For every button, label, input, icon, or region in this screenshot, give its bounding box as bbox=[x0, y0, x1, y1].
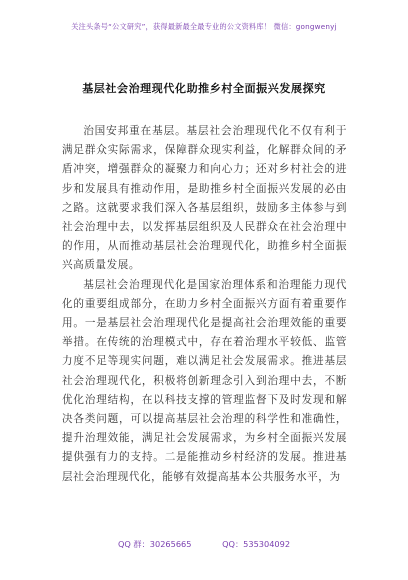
paragraph-1: 治国安邦重在基层。基层社会治理现代化不仅有利于满足群众实际需求，保障群众现实利益，化解群众间的矛盾冲突，增强群众的凝聚力和向心力；还对乡村社会的进步和发展具有推动作用，是助推乡村全面振兴发展的必由之路。这就要求我们深入各基层组织，鼓励多主体参与到社会治理中去，以发挥基层组织及人民群众在社会治理中的作用，从而推动基层社会治理现代化，助推乡村全面振兴高质量发展。 bbox=[62, 125, 347, 272]
footer-qq: QQ：535304092 bbox=[222, 539, 291, 549]
paragraph-2: 基层社会治理现代化是国家治理体系和治理能力现代化的重要组成部分，在助力乡村全面振兴方面有着重要作用。一是基层社会治理现代化是提高社会治理效能的重要举措。在传统的治理模式中，存在着治理水平较低、监管力度不足等现实问题，难以满足社会发展需求。推进基层社会治理现代化，积极将创新理念引入到治理中去，不断优化治理结构，在以科技支撑的管理监督下及时发现和解决各类问题，可以提高基层社会治理的科学性和准确性，提升治理效能，满足社会发展需求，为乡村全面振兴发展提供强有力的支持。二是能推动乡村经济的发展。推进基层社会治理现代化，能够有效提高基本公共服务水平，为 bbox=[62, 278, 347, 483]
header-banner: 关注头条号“公文研究”，获得最新最全最专业的公文资料库！ 微信：gongwenyj bbox=[71, 22, 337, 31]
footer bbox=[0, 539, 408, 550]
document-body bbox=[62, 122, 347, 487]
document-title: 基层社会治理现代化助推乡村全面振兴发展探究 bbox=[82, 82, 326, 95]
footer-qq-group: QQ 群：30265665 bbox=[117, 539, 192, 549]
